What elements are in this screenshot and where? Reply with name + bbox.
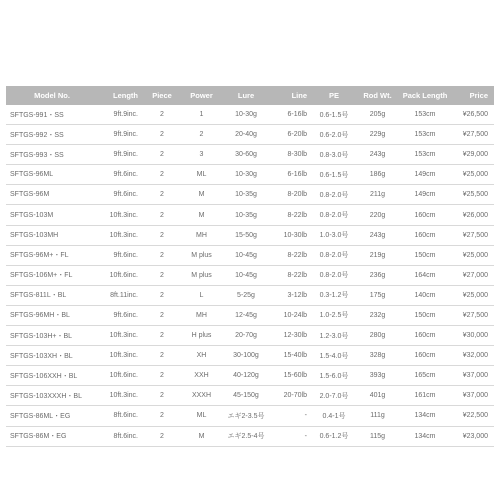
cell-pack-length: 153cm bbox=[400, 105, 450, 125]
cell-price: ¥29,000 bbox=[450, 145, 494, 165]
cell-pe: 1.0-2.5号 bbox=[313, 305, 355, 325]
cell-model-no: SFTGS-992・SS bbox=[6, 125, 98, 145]
cell-piece: 2 bbox=[144, 326, 180, 346]
cell-rod-wt: 205g bbox=[355, 105, 400, 125]
cell-piece: 2 bbox=[144, 346, 180, 366]
cell-pe: 1.5-6.0号 bbox=[313, 366, 355, 386]
cell-price: ¥32,000 bbox=[450, 346, 494, 366]
cell-lure: 30-60g bbox=[223, 145, 269, 165]
cell-power: M plus bbox=[180, 265, 223, 285]
cell-pe: 0.4-1号 bbox=[313, 406, 355, 426]
cell-line: 6-16lb bbox=[269, 105, 313, 125]
cell-pe: 2.0-7.0号 bbox=[313, 386, 355, 406]
cell-rod-wt: 328g bbox=[355, 346, 400, 366]
cell-pack-length: 140cm bbox=[400, 285, 450, 305]
cell-model-no: SFTGS-96ML bbox=[6, 165, 98, 185]
cell-pe: 1.0-3.0号 bbox=[313, 225, 355, 245]
cell-lure: エギ2.5-4号 bbox=[223, 426, 269, 446]
cell-power: M bbox=[180, 205, 223, 225]
cell-rod-wt: 219g bbox=[355, 245, 400, 265]
cell-lure: 5-25g bbox=[223, 285, 269, 305]
cell-piece: 2 bbox=[144, 305, 180, 325]
cell-piece: 2 bbox=[144, 185, 180, 205]
cell-piece: 2 bbox=[144, 125, 180, 145]
cell-pe: 0.8-2.0号 bbox=[313, 185, 355, 205]
cell-rod-wt: 232g bbox=[355, 305, 400, 325]
cell-rod-wt: 175g bbox=[355, 285, 400, 305]
cell-pack-length: 153cm bbox=[400, 145, 450, 165]
cell-lure: 40-120g bbox=[223, 366, 269, 386]
cell-model-no: SFTGS-103H+・BL bbox=[6, 326, 98, 346]
cell-price: ¥25,000 bbox=[450, 165, 494, 185]
cell-length: 9ft.9inc. bbox=[98, 105, 144, 125]
cell-model-no: SFTGS-106M+・FL bbox=[6, 265, 98, 285]
cell-piece: 2 bbox=[144, 265, 180, 285]
cell-pe: 0.6-1.2号 bbox=[313, 426, 355, 446]
cell-lure: 12-45g bbox=[223, 305, 269, 325]
cell-price: ¥27,500 bbox=[450, 125, 494, 145]
cell-pack-length: 149cm bbox=[400, 165, 450, 185]
header-rod-wt: Rod Wt. bbox=[355, 86, 400, 105]
cell-pe: 1.5-4.0号 bbox=[313, 346, 355, 366]
cell-model-no: SFTGS-96M+・FL bbox=[6, 245, 98, 265]
cell-pe: 0.8-3.0号 bbox=[313, 145, 355, 165]
cell-pe: 0.6-1.5号 bbox=[313, 165, 355, 185]
cell-model-no: SFTGS-103XXXH・BL bbox=[6, 386, 98, 406]
spec-table bbox=[6, 86, 494, 447]
cell-length: 9ft.9inc. bbox=[98, 125, 144, 145]
cell-rod-wt: 401g bbox=[355, 386, 400, 406]
cell-rod-wt: 115g bbox=[355, 426, 400, 446]
cell-piece: 2 bbox=[144, 205, 180, 225]
cell-line: 3-12lb bbox=[269, 285, 313, 305]
cell-price: ¥37,000 bbox=[450, 386, 494, 406]
cell-power: H plus bbox=[180, 326, 223, 346]
cell-price: ¥27,500 bbox=[450, 225, 494, 245]
cell-pack-length: 165cm bbox=[400, 366, 450, 386]
cell-power: ML bbox=[180, 406, 223, 426]
table-row bbox=[6, 105, 494, 125]
cell-power: M bbox=[180, 185, 223, 205]
table-row bbox=[6, 386, 494, 406]
cell-length: 9ft.9inc. bbox=[98, 145, 144, 165]
cell-price: ¥25,000 bbox=[450, 285, 494, 305]
cell-price: ¥27,500 bbox=[450, 305, 494, 325]
cell-lure: 30-100g bbox=[223, 346, 269, 366]
cell-power: XXXH bbox=[180, 386, 223, 406]
cell-length: 10ft.3inc. bbox=[98, 346, 144, 366]
cell-model-no: SFTGS-991・SS bbox=[6, 105, 98, 125]
cell-pack-length: 153cm bbox=[400, 125, 450, 145]
cell-pe: 0.6-2.0号 bbox=[313, 125, 355, 145]
table-row bbox=[6, 366, 494, 386]
cell-power: MH bbox=[180, 305, 223, 325]
cell-price: ¥30,000 bbox=[450, 326, 494, 346]
cell-price: ¥23,000 bbox=[450, 426, 494, 446]
cell-piece: 2 bbox=[144, 386, 180, 406]
cell-price: ¥27,000 bbox=[450, 265, 494, 285]
table-row bbox=[6, 245, 494, 265]
cell-line: - bbox=[269, 406, 313, 426]
table-row bbox=[6, 165, 494, 185]
table-row bbox=[6, 285, 494, 305]
cell-pe: 0.8-2.0号 bbox=[313, 265, 355, 285]
cell-power: M bbox=[180, 426, 223, 446]
cell-model-no: SFTGS-103MH bbox=[6, 225, 98, 245]
cell-length: 9ft.6inc. bbox=[98, 245, 144, 265]
cell-line: 15-40lb bbox=[269, 346, 313, 366]
table-row bbox=[6, 305, 494, 325]
cell-length: 10ft.3inc. bbox=[98, 326, 144, 346]
cell-piece: 2 bbox=[144, 285, 180, 305]
cell-rod-wt: 243g bbox=[355, 225, 400, 245]
header-model-no: Model No. bbox=[6, 86, 98, 105]
cell-length: 9ft.6inc. bbox=[98, 305, 144, 325]
cell-lure: 10-30g bbox=[223, 165, 269, 185]
cell-rod-wt: 280g bbox=[355, 326, 400, 346]
cell-model-no: SFTGS-96M bbox=[6, 185, 98, 205]
cell-price: ¥22,500 bbox=[450, 406, 494, 426]
cell-length: 10ft.3inc. bbox=[98, 386, 144, 406]
cell-lure: 10-35g bbox=[223, 205, 269, 225]
header-lure: Lure bbox=[223, 86, 269, 105]
cell-piece: 2 bbox=[144, 145, 180, 165]
cell-model-no: SFTGS-811L・BL bbox=[6, 285, 98, 305]
cell-power: M plus bbox=[180, 245, 223, 265]
cell-pack-length: 164cm bbox=[400, 265, 450, 285]
table-row bbox=[6, 406, 494, 426]
cell-length: 10ft.3inc. bbox=[98, 225, 144, 245]
cell-lure: 45-150g bbox=[223, 386, 269, 406]
cell-length: 10ft.6inc. bbox=[98, 265, 144, 285]
cell-piece: 2 bbox=[144, 366, 180, 386]
cell-line: 8-22lb bbox=[269, 245, 313, 265]
table-row bbox=[6, 426, 494, 446]
table-row bbox=[6, 326, 494, 346]
cell-model-no: SFTGS-993・SS bbox=[6, 145, 98, 165]
cell-line: 8-22lb bbox=[269, 265, 313, 285]
header-line: Line bbox=[269, 86, 313, 105]
cell-model-no: SFTGS-86ML・EG bbox=[6, 406, 98, 426]
cell-pack-length: 150cm bbox=[400, 305, 450, 325]
cell-model-no: SFTGS-86M・EG bbox=[6, 426, 98, 446]
header-price: Price bbox=[450, 86, 494, 105]
cell-line: 12-30lb bbox=[269, 326, 313, 346]
cell-pe: 0.8-2.0号 bbox=[313, 205, 355, 225]
cell-length: 9ft.6inc. bbox=[98, 165, 144, 185]
cell-line: 6-16lb bbox=[269, 165, 313, 185]
cell-line: 8-30lb bbox=[269, 145, 313, 165]
cell-power: 2 bbox=[180, 125, 223, 145]
cell-power: L bbox=[180, 285, 223, 305]
cell-piece: 2 bbox=[144, 406, 180, 426]
cell-pack-length: 160cm bbox=[400, 225, 450, 245]
cell-length: 10ft.6inc. bbox=[98, 366, 144, 386]
cell-line: 6-20lb bbox=[269, 125, 313, 145]
cell-pack-length: 161cm bbox=[400, 386, 450, 406]
cell-price: ¥26,500 bbox=[450, 105, 494, 125]
cell-lure: 20-70g bbox=[223, 326, 269, 346]
table-header-row bbox=[6, 86, 494, 105]
header-length: Length bbox=[98, 86, 144, 105]
cell-power: 1 bbox=[180, 105, 223, 125]
cell-pack-length: 134cm bbox=[400, 426, 450, 446]
cell-line: 8-20lb bbox=[269, 185, 313, 205]
cell-pe: 1.2-3.0号 bbox=[313, 326, 355, 346]
header-piece: Piece bbox=[144, 86, 180, 105]
cell-line: 8-22lb bbox=[269, 205, 313, 225]
cell-length: 8ft.6inc. bbox=[98, 426, 144, 446]
cell-length: 10ft.3inc. bbox=[98, 205, 144, 225]
cell-rod-wt: 111g bbox=[355, 406, 400, 426]
cell-piece: 2 bbox=[144, 105, 180, 125]
table-row bbox=[6, 125, 494, 145]
cell-lure: エギ2-3.5号 bbox=[223, 406, 269, 426]
cell-line: 20-70lb bbox=[269, 386, 313, 406]
cell-power: XXH bbox=[180, 366, 223, 386]
cell-pack-length: 160cm bbox=[400, 326, 450, 346]
cell-power: MH bbox=[180, 225, 223, 245]
cell-price: ¥25,500 bbox=[450, 185, 494, 205]
table-row bbox=[6, 205, 494, 225]
table-body bbox=[6, 105, 494, 446]
cell-model-no: SFTGS-103XH・BL bbox=[6, 346, 98, 366]
header-pack-length: Pack Length bbox=[400, 86, 450, 105]
cell-pe: 0.3-1.2号 bbox=[313, 285, 355, 305]
cell-line: - bbox=[269, 426, 313, 446]
cell-lure: 20-40g bbox=[223, 125, 269, 145]
table-row bbox=[6, 185, 494, 205]
cell-lure: 15-50g bbox=[223, 225, 269, 245]
table-row bbox=[6, 346, 494, 366]
cell-pack-length: 134cm bbox=[400, 406, 450, 426]
cell-length: 9ft.6inc. bbox=[98, 185, 144, 205]
cell-piece: 2 bbox=[144, 225, 180, 245]
cell-rod-wt: 220g bbox=[355, 205, 400, 225]
cell-model-no: SFTGS-106XXH・BL bbox=[6, 366, 98, 386]
cell-price: ¥25,000 bbox=[450, 245, 494, 265]
cell-lure: 10-30g bbox=[223, 105, 269, 125]
cell-rod-wt: 211g bbox=[355, 185, 400, 205]
cell-pack-length: 149cm bbox=[400, 185, 450, 205]
cell-rod-wt: 236g bbox=[355, 265, 400, 285]
header-power: Power bbox=[180, 86, 223, 105]
cell-rod-wt: 243g bbox=[355, 145, 400, 165]
table-row bbox=[6, 265, 494, 285]
cell-power: 3 bbox=[180, 145, 223, 165]
cell-model-no: SFTGS-103M bbox=[6, 205, 98, 225]
table-row bbox=[6, 225, 494, 245]
cell-lure: 10-35g bbox=[223, 185, 269, 205]
cell-power: XH bbox=[180, 346, 223, 366]
cell-length: 8ft.6inc. bbox=[98, 406, 144, 426]
cell-line: 10-30lb bbox=[269, 225, 313, 245]
cell-price: ¥26,000 bbox=[450, 205, 494, 225]
cell-price: ¥37,000 bbox=[450, 366, 494, 386]
cell-line: 15-60lb bbox=[269, 366, 313, 386]
cell-piece: 2 bbox=[144, 165, 180, 185]
cell-pe: 0.8-2.0号 bbox=[313, 245, 355, 265]
header-pe: PE bbox=[313, 86, 355, 105]
cell-pack-length: 150cm bbox=[400, 245, 450, 265]
table-row bbox=[6, 145, 494, 165]
cell-lure: 10-45g bbox=[223, 265, 269, 285]
cell-lure: 10-45g bbox=[223, 245, 269, 265]
cell-rod-wt: 393g bbox=[355, 366, 400, 386]
cell-pack-length: 160cm bbox=[400, 205, 450, 225]
cell-pe: 0.6-1.5号 bbox=[313, 105, 355, 125]
cell-piece: 2 bbox=[144, 426, 180, 446]
cell-line: 10-24lb bbox=[269, 305, 313, 325]
cell-piece: 2 bbox=[144, 245, 180, 265]
cell-rod-wt: 186g bbox=[355, 165, 400, 185]
cell-length: 8ft.11inc. bbox=[98, 285, 144, 305]
cell-rod-wt: 229g bbox=[355, 125, 400, 145]
cell-power: ML bbox=[180, 165, 223, 185]
cell-pack-length: 160cm bbox=[400, 346, 450, 366]
cell-model-no: SFTGS-96MH・BL bbox=[6, 305, 98, 325]
